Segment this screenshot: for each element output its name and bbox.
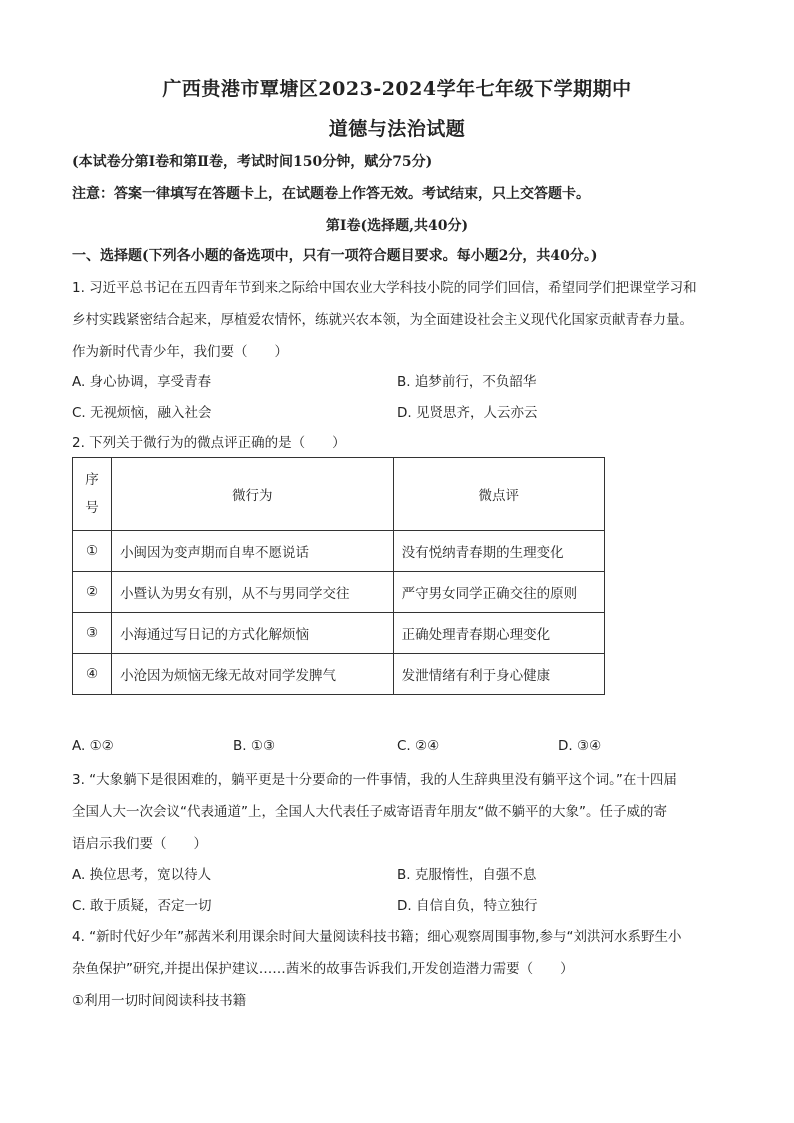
q4-item1: ①利用一切时间阅读科技书籍 [72,993,247,1009]
q2-option-a: A. ①② [72,738,114,754]
table-row [73,572,605,613]
q1-line1: 1. 习近平总书记在五四青年节到来之际给中国农业大学科技小院的同学们回信，希望同学们把课堂学习和 [72,280,697,296]
q3-option-c: C. 敢于质疑，否定一切 [72,898,212,914]
table-row [73,531,605,572]
table-row [73,654,605,695]
section-heading: 一、选择题(下列各小题的备选项中，只有一项符合题目要求。每小题2分，共40分。) [72,248,598,264]
q1-line2: 乡村实践紧密结合起来，厚植爱农情怀，练就兴农本领，为全面建设社会主义现代化国家贡献青春力量。 [72,312,693,328]
q3-option-d: D. 自信自负，特立独行 [397,898,538,914]
q1-option-c: C. 无视烦恼，融入社会 [72,405,212,421]
row-number: ① [73,531,112,572]
q3-line3: 语启示我们要（ ） [72,836,207,852]
row-behavior: 小海通过写日记的方式化解烦恼 [112,613,394,654]
q1-option-d: D. 见贤思齐，人云亦云 [397,405,538,421]
exam-info: (本试卷分第Ⅰ卷和第Ⅱ卷，考试时间150分钟，赋分75分) [72,154,433,170]
row-number: ② [73,572,112,613]
q3-line1: 3. “大象躺下是很困难的，躺平更是十分要命的一件事情，我的人生辞典里没有躺平这个词。”在十四届 [72,772,677,788]
table-header-row [73,458,605,531]
row-behavior: 小沧因为烦恼无缘无故对同学发脾气 [112,654,394,695]
q2-option-c: C. ②④ [397,738,440,754]
row-comment: 没有悦纳青春期的生理变化 [393,531,604,572]
header-comment: 微点评 [393,458,604,531]
header-number [73,458,112,531]
q1-option-a: A. 身心协调，享受青春 [72,374,212,390]
q3-option-a: A. 换位思考，宽以待人 [72,867,212,883]
row-number: ③ [73,613,112,654]
row-number: ④ [73,654,112,695]
q3-line2: 全国人大一次会议“代表通道”上，全国人大代表任子威寄语青年朋友“做不躺平的大象”。任子威的寄 [72,804,667,820]
exam-subtitle: 道德与法治试题 [328,118,466,140]
row-comment: 严守男女同学正确交往的原则 [393,572,604,613]
q3-option-b: B. 克服惰性，自强不息 [397,867,537,883]
q1-line3: 作为新时代青少年，我们要（ ） [72,344,288,360]
table-row [73,613,605,654]
q2-option-b: B. ①③ [233,738,276,754]
header-number-part1: 序 [85,472,99,488]
q2-table [72,457,605,695]
row-comment: 发泄情绪有利于身心健康 [393,654,604,695]
header-number-part2: 号 [85,500,99,516]
q4-line1: 4. “新时代好少年”郝茜米利用课余时间大量阅读科技书籍；细心观察周围事物,参与“刘洪河水系野生小 [72,929,682,945]
row-behavior: 小闽因为变声期而自卑不愿说话 [112,531,394,572]
row-behavior: 小暨认为男女有别，从不与男同学交往 [112,572,394,613]
header-behavior: 微行为 [112,458,394,531]
q4-line2: 杂鱼保护”研究,并提出保护建议……茜米的故事告诉我们,开发创造潜力需要（ ） [72,961,574,977]
volume-title: 第Ⅰ卷(选择题,共40分) [325,218,469,234]
q2-stem: 2. 下列关于微行为的微点评正确的是（ ） [72,435,346,451]
row-comment: 正确处理青春期心理变化 [393,613,604,654]
q2-option-d: D. ③④ [558,738,602,754]
exam-title: 广西贵港市覃塘区2023-2024学年七年级下学期期中 [162,78,632,100]
attention-note: 注意：答案一律填写在答题卡上，在试题卷上作答无效。考试结束，只上交答题卡。 [72,186,590,202]
q1-option-b: B. 追梦前行，不负韶华 [397,374,537,390]
